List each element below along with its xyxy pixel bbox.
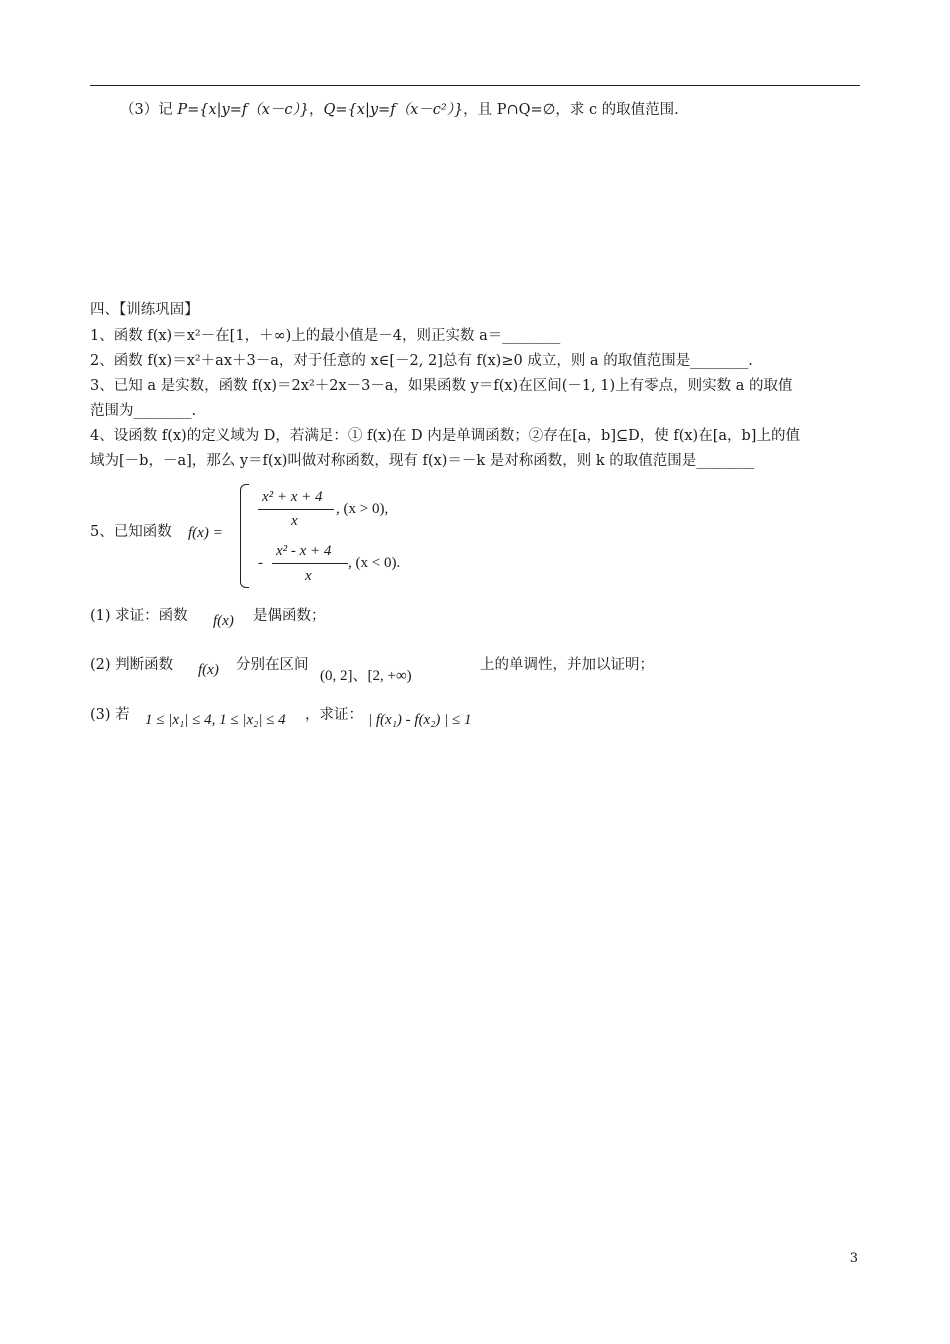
part3-label: （3）记 bbox=[120, 102, 178, 118]
sub1-line bbox=[90, 604, 188, 625]
sub1-fx: f(x) bbox=[213, 613, 234, 629]
question-1: 1、函数 f(x)＝x²－在[1，＋∞)上的最小值是－4，则正实数 a＝________ bbox=[90, 328, 561, 344]
sub1-label: (1) 求证：函数 bbox=[90, 608, 188, 624]
sub2-label: (2) 判断函数 bbox=[90, 657, 174, 673]
sub2-fx: f(x) bbox=[198, 662, 219, 678]
case2-condition: , (x < 0). bbox=[348, 555, 401, 571]
case2-sign: - bbox=[258, 555, 263, 571]
question-5-intro: 5、已知函数 bbox=[90, 524, 172, 540]
case1-fraction-bar bbox=[258, 509, 334, 510]
part3-q-def: Q={x|y=f（x－c²）} bbox=[323, 102, 464, 118]
sub3-mid: ，求证： bbox=[305, 707, 363, 723]
sub3-claim: | f(x₁) - f(x₂) | ≤ 1 bbox=[368, 712, 472, 728]
case1-numerator: x² + x + 4 bbox=[262, 489, 323, 505]
sub3-label: (3) 若 bbox=[90, 707, 130, 723]
sub2-tail: 上的单调性，并加以证明； bbox=[480, 657, 654, 673]
piecewise-brace bbox=[240, 484, 249, 588]
question-4-line-2: 域为[－b，－a]，那么 y＝f(x)叫做对称函数，现有 f(x)＝－k 是对称函数，则 k 的取值范围是________ bbox=[90, 453, 755, 469]
sub2-mid: 分别在区间 bbox=[236, 657, 309, 673]
question-2: 2、函数 f(x)＝x²＋ax＋3－a，对于任意的 x∈[－2, 2]总有 f(x)≥0 成立，则 a 的取值范围是________. bbox=[90, 353, 753, 369]
sub1-tail: 是偶函数； bbox=[253, 608, 326, 624]
part3-condition: ，且 P∩Q=∅，求 c 的取值范围. bbox=[463, 102, 679, 118]
section-title: 四、【训练巩固】 bbox=[90, 302, 199, 318]
case1-condition: , (x > 0), bbox=[336, 501, 389, 517]
q5-fx: f(x) = bbox=[188, 525, 223, 541]
part3-p-def: P={x|y=f（x－c）} bbox=[177, 102, 310, 118]
sub2-interval: (0, 2]、[2, +∞) bbox=[320, 668, 412, 684]
case2-numerator: x² - x + 4 bbox=[276, 543, 332, 559]
page-number: 3 bbox=[849, 1251, 858, 1266]
question-3-line-1: 3、已知 a 是实数，函数 f(x)＝2x²＋2x－3－a，如果函数 y＝f(x)在区间(－1, 1)上有零点，则实数 a 的取值 bbox=[90, 378, 793, 394]
case2-fraction-bar bbox=[272, 563, 348, 564]
question-3-line-2: 范围为________. bbox=[90, 403, 197, 419]
part3-line: （3）记 P={x|y=f（x－c）}，Q={x|y=f（x－c²）}，且 P∩Q=∅，求 c 的取值范围. bbox=[120, 102, 679, 118]
sub3-condition: 1 ≤ |x₁| ≤ 4, 1 ≤ |x₂| ≤ 4 bbox=[145, 712, 286, 728]
top-rule bbox=[90, 85, 860, 86]
case1-denominator: x bbox=[291, 513, 298, 529]
case2-denominator: x bbox=[305, 568, 312, 584]
question-4-line-1: 4、设函数 f(x)的定义域为 D，若满足：① f(x)在 D 内是单调函数；②存在[a，b]⊆D，使 f(x)在[a，b]上的值 bbox=[90, 428, 800, 444]
